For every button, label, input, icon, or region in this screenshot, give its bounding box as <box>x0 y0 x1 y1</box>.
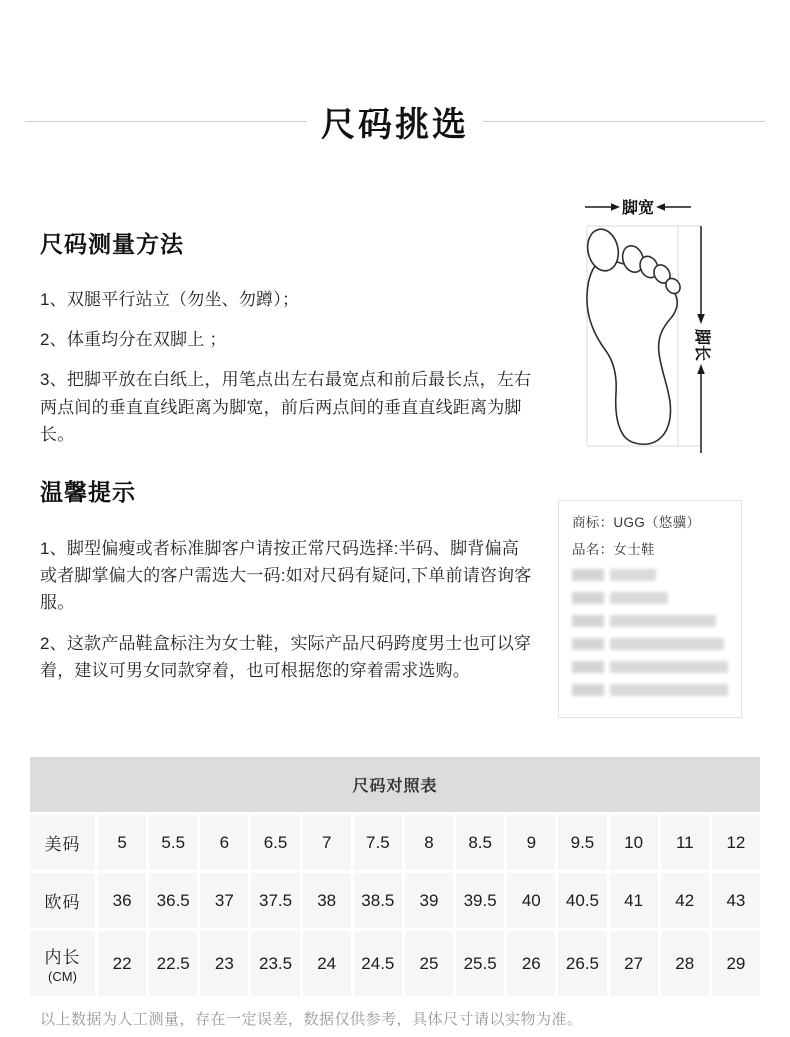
size-table-cell: 42 <box>661 873 709 928</box>
size-table-cell: 9.5 <box>558 815 606 870</box>
size-table-cell: 22 <box>98 931 146 996</box>
size-table-cell: 8 <box>405 815 453 870</box>
size-table-cell: 43 <box>712 873 760 928</box>
size-table-cell: 5 <box>98 815 146 870</box>
size-table-cell: 25 <box>405 931 453 996</box>
size-table-cell: 27 <box>610 931 658 996</box>
size-table-cell: 25.5 <box>456 931 504 996</box>
size-table-cell: 22.5 <box>149 931 197 996</box>
size-table-cell: 37.5 <box>251 873 299 928</box>
redacted-info-line <box>572 661 728 673</box>
size-table-cell: 36.5 <box>149 873 197 928</box>
size-table-cell: 41 <box>610 873 658 928</box>
size-table-row-label: 内长 (CM) <box>30 931 95 996</box>
measure-step: 3、把脚平放在白纸上，用笔点出左右最宽点和前后最长点，左右两点间的垂直直线距离为脚宽，前后两点间的垂直直线距离为脚长。 <box>40 370 532 444</box>
size-table-cell: 38.5 <box>354 873 402 928</box>
size-comparison-table <box>30 757 760 996</box>
size-table-cell: 6.5 <box>251 815 299 870</box>
size-table-cell: 29 <box>712 931 760 996</box>
footer-disclaimer: 以上数据为人工测量，存在一定误差，数据仅供参考，具体尺寸请以实物为准。 <box>40 1011 583 1028</box>
product-info-line: 商标：UGG（悠骥） <box>572 515 701 530</box>
foot-width-label: 脚宽 <box>621 200 655 217</box>
size-table-cell: 39 <box>405 873 453 928</box>
foot-length-label: 脚长 <box>692 328 710 362</box>
tips-list <box>40 535 532 697</box>
size-table-cell: 23.5 <box>251 931 299 996</box>
size-table-title: 尺码对照表 <box>30 757 760 812</box>
size-table-cell: 10 <box>610 815 658 870</box>
redacted-info-line <box>572 569 656 581</box>
size-table-cell: 7.5 <box>354 815 402 870</box>
size-table-cell: 28 <box>661 931 709 996</box>
size-table-cell: 40.5 <box>558 873 606 928</box>
product-info-box <box>558 500 742 718</box>
foot-outline <box>584 226 683 444</box>
tip-item: 2、这款产品鞋盒标注为女士鞋，实际产品尺码跨度男士也可以穿着，建议可男女同款穿着，也可根据您的穿着需求选购。 <box>40 633 532 680</box>
product-info-line: 品名：女士鞋 <box>572 541 655 557</box>
title-rule-right <box>483 121 765 122</box>
size-table-cell: 7 <box>303 815 351 870</box>
redacted-info-line <box>572 592 668 604</box>
size-table-cell: 6 <box>200 815 248 870</box>
measure-method-heading: 尺码测量方法 <box>40 231 184 257</box>
size-table-cell: 24 <box>303 931 351 996</box>
size-table-row-label: 欧码 <box>30 873 95 928</box>
foot-measure-diagram <box>570 193 760 475</box>
size-table-cell: 9 <box>507 815 555 870</box>
size-table-cell: 36 <box>98 873 146 928</box>
tips-heading: 温馨提示 <box>40 479 136 505</box>
size-table-cell: 40 <box>507 873 555 928</box>
size-table-cell: 23 <box>200 931 248 996</box>
page-title: 尺码挑选 <box>321 105 469 144</box>
size-table-cell: 37 <box>200 873 248 928</box>
size-table-cell: 8.5 <box>456 815 504 870</box>
size-table-cell: 26.5 <box>558 931 606 996</box>
page-title-row <box>0 98 790 144</box>
size-table-cell: 5.5 <box>149 815 197 870</box>
redacted-info-line <box>572 684 728 696</box>
size-table-cell: 26 <box>507 931 555 996</box>
measure-step: 2、体重均分在双脚上 ； <box>40 330 227 350</box>
redacted-info-line <box>572 615 716 627</box>
redacted-info-line <box>572 638 724 650</box>
size-table-cell: 39.5 <box>456 873 504 928</box>
size-table-cell: 24.5 <box>354 931 402 996</box>
tip-item: 1、脚型偏瘦或者标准脚客户请按正常尺码选择:半码、脚背偏高或者脚掌偏大的客户需选大一码:如对尺码有疑问,下单前请咨询客服。 <box>40 539 532 613</box>
size-table-grid <box>30 815 760 996</box>
size-table-cell: 38 <box>303 873 351 928</box>
title-rule-left <box>25 121 307 122</box>
size-table-row-label: 美码 <box>30 815 95 870</box>
size-table-cell: 11 <box>661 815 709 870</box>
measure-step: 1、双腿平行站立（勿坐、勿蹲）； <box>40 290 300 309</box>
size-table-cell: 12 <box>712 815 760 870</box>
product-info-lines <box>572 516 728 556</box>
measure-steps-list <box>40 286 532 461</box>
